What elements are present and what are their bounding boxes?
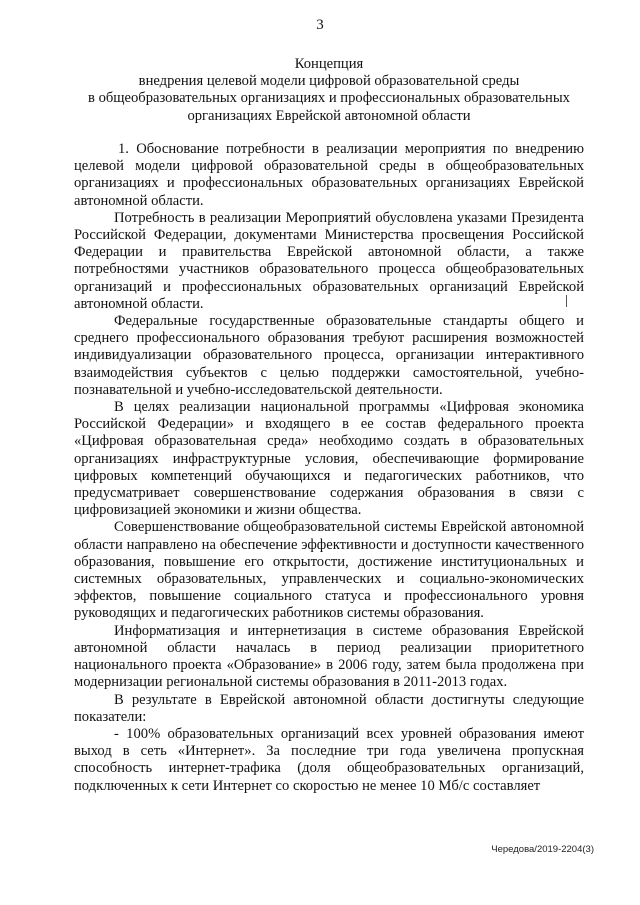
paragraph: Совершенствование общеобразовательной системы Еврейской автономной области направлено на обеспечение эффективности и доступности качественного образования, повышение его открытости, достижение институциональных и системных образовательных, управленческих и социально-экономических эффектов, повышение социального статуса и профессионального уровня руководящих и педагогических работников системы образования. — [74, 519, 584, 622]
page-number: 3 — [316, 17, 324, 33]
title-line: в общеобразовательных организациях и профессиональных образовательных — [88, 90, 570, 107]
title-line: организациях Еврейской автономной области — [187, 107, 471, 124]
paragraph: - 100% образовательных организаций всех уровней образования имеют выход в сеть «Интернет». За последние три года увеличена пропускная способность интернет-трафика (доля общеобразовательных организаций, подключенных к сети Интернет со скоростью не менее 10 Мб/с составляет — [74, 725, 584, 794]
paragraph: В результате в Еврейской автономной области достигнуты следующие показатели: — [74, 691, 584, 725]
title-line: внедрения целевой модели цифровой образовательной среды — [138, 73, 520, 90]
document-body — [74, 141, 584, 795]
document-code: Чередова/2019-2204(3) — [491, 844, 594, 855]
title-line: Концепция — [294, 56, 364, 72]
paragraph: Федеральные государственные образовательные стандарты общего и среднего профессионального образования требуют расширения возможностей индивидуализации образовательного процесса, организации интерактивного взаимодействия субъектов с целью поддержки самостоятельной, учебно-познавательной и учебно-исследовательской деятельности. — [74, 313, 584, 398]
document-title — [74, 56, 584, 125]
paragraph: 1. Обоснование потребности в реализации мероприятия по внедрению целевой модели цифровой образовательной среды в общеобразовательных организациях и профессиональных образовательных организациях Еврейской автономной области. — [74, 141, 584, 209]
paragraph: Информатизация и интернетизация в системе образования Еврейской автономной области началась в период реализации приоритетного национального проекта «Образование» в 2006 году, затем была продолжена при модернизации региональной системы образования в 2011-2013 годах. — [74, 622, 584, 691]
margin-mark — [566, 295, 567, 307]
paragraph: В целях реализации национальной программы «Цифровая экономика Российской Федерации» и входящего в ее состав федерального проекта «Цифровая образовательная среда» необходимо создать в образовательных организациях инфраструктурные условия, обеспечивающие формирование цифровых компетенций обучающихся и педагогических работников, что предусматривает совершенствование содержания образования в связи с цифровизацией экономики и жизни общества. — [74, 399, 584, 519]
paragraph: Потребность в реализации Мероприятий обусловлена указами Президента Российской Федерации, документами Министерства просвещения Российской Федерации и правительства Еврейской автономной области, а также потребностями участников образовательного процесса общеобразовательных организаций и профессиональных образовательных организаций Еврейской автономной области. — [74, 209, 584, 312]
